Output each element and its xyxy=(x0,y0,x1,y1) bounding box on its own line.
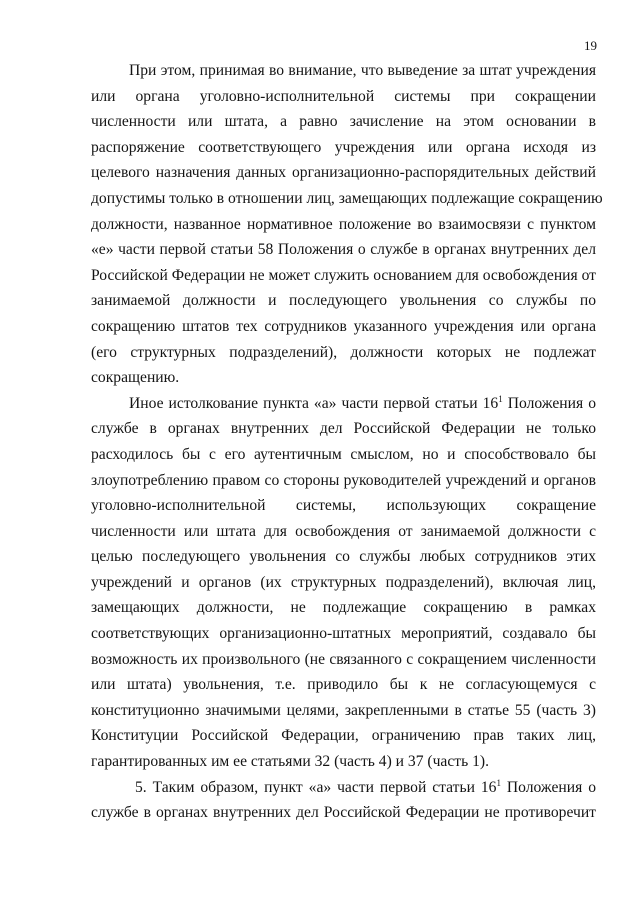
footnote-superscript: 1 xyxy=(498,393,503,404)
text-line xyxy=(91,391,596,417)
text-line: При этом, принимая во внимание, что выведение за штат учреждения xyxy=(129,62,596,79)
text-line: целевого назначения данных организационно-распорядительных действий xyxy=(91,164,596,182)
text-line: (его структурных подразделений), должности которых не подлежат xyxy=(91,343,596,361)
text-line: гарантированных им ее статьями 32 (часть 4) и 37 (часть 1). xyxy=(91,753,489,771)
text-line: сокращению. xyxy=(91,369,180,387)
text-line: службе в органах внутренних дел Российской Федерации не противоречит xyxy=(91,804,596,822)
text-line: должности, названное нормативное положение во взаимосвязи с пунктом xyxy=(91,215,596,233)
text-line: целью последующего увольнения со службы любых сотрудников этих xyxy=(91,548,596,566)
text-fragment: Иное истолкование пункта «а» части первой статьи 16 xyxy=(129,394,499,412)
text-fragment: 5. Таким образом, пункт «а» части первой статьи 16 xyxy=(135,778,497,796)
text-line: или штата) увольнения, т.е. приводило бы к не согласующемуся с xyxy=(91,676,596,694)
text-fragment: Положения о xyxy=(500,778,596,796)
text-line xyxy=(91,775,596,801)
text-line: Российской Федерации не может служить основанием для освобождения от xyxy=(91,266,596,284)
text-line: Конституции Российской Федерации, ограничению прав таких лиц, xyxy=(91,727,596,745)
text-line: замещающих должности, не подлежащие сокращению в рамках xyxy=(91,599,596,617)
text-line: уголовно-исполнительной системы, использующих сокращение xyxy=(91,497,596,515)
text-line: численности или штата, а равно зачисление на этом основании в xyxy=(91,113,596,131)
text-line: возможность их произвольного (не связанного с сокращением численности xyxy=(91,650,596,668)
text-line: службе в органах внутренних дел Российской Федерации не только xyxy=(91,420,596,438)
text-line: допустимы только в отношении лиц, замещающих подлежащие сокращению xyxy=(91,189,603,207)
text-fragment: Положения о xyxy=(502,394,596,412)
text-line: конституционно значимыми целями, закрепленными в статье 55 (часть 3) xyxy=(91,701,596,719)
text-line: соответствующих организационно-штатных мероприятий, создавало бы xyxy=(91,625,596,643)
text-line: злоупотреблению правом со стороны руководителей учреждений и органов xyxy=(91,471,596,489)
text-line: учреждений и органов (их структурных подразделений), включая лиц, xyxy=(91,573,596,591)
document-text xyxy=(91,58,603,826)
text-line: расходилось бы с его аутентичным смыслом, но и способствовало бы xyxy=(91,445,596,463)
text-line: «е» части первой статьи 58 Положения о службе в органах внутренних дел xyxy=(91,241,596,259)
text-line: сокращению штатов тех сотрудников указанного учреждения или органа xyxy=(91,317,596,335)
footnote-superscript: 1 xyxy=(496,777,501,788)
paragraph-3 xyxy=(91,775,596,826)
text-line: распоряжение соответствующего учреждения или органа исходя из xyxy=(91,138,596,156)
text-line: или органа уголовно-исполнительной системы при сокращении xyxy=(91,87,596,105)
page-number: 19 xyxy=(584,38,597,53)
text-line: занимаемой должности и последующего увольнения со службы по xyxy=(91,292,596,310)
paragraph-2 xyxy=(91,391,596,775)
paragraph-1 xyxy=(91,58,603,391)
text-line: численности или штата для освобождения от занимаемой должности с xyxy=(91,522,596,540)
